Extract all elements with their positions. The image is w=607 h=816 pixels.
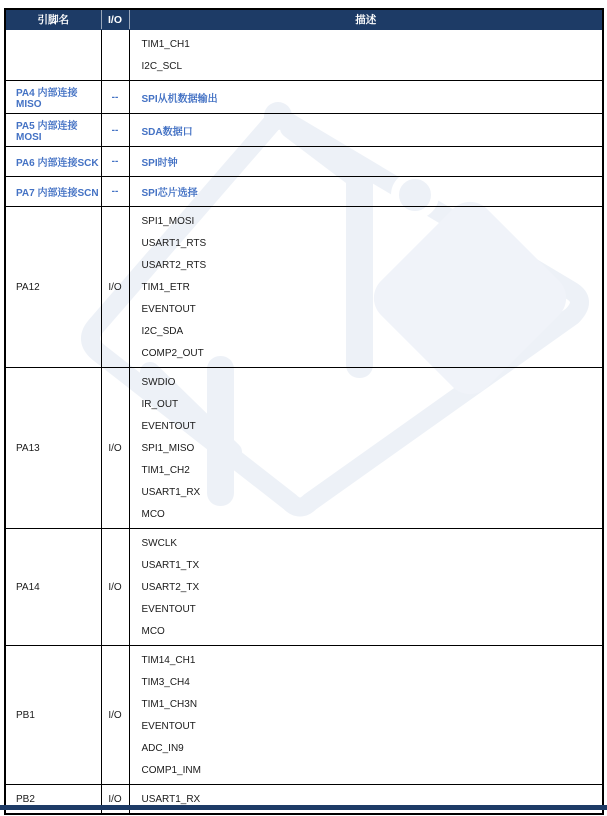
description-line: EVENTOUT bbox=[141, 603, 196, 615]
description-line: TIM14_CH1 bbox=[141, 654, 196, 666]
header-pin-name: 引脚名 bbox=[5, 9, 101, 30]
description-line: SPI芯片选择 bbox=[141, 188, 198, 199]
table-row bbox=[5, 81, 603, 114]
description-line: ADC_IN9 bbox=[141, 742, 184, 754]
table-row bbox=[5, 114, 603, 147]
pin-table-body bbox=[5, 30, 603, 815]
table-row bbox=[5, 207, 603, 368]
table-row bbox=[5, 30, 603, 81]
description-line: EVENTOUT bbox=[141, 420, 196, 432]
description-line: SPI1_MISO bbox=[141, 442, 195, 454]
description-line: TIM1_CH3N bbox=[141, 698, 198, 710]
description-line: MCO bbox=[141, 625, 165, 637]
pin-name-cell: PB2 bbox=[5, 785, 101, 815]
pin-name-cell: PB1 bbox=[5, 646, 101, 785]
description-line: TIM1_ETR bbox=[141, 281, 190, 293]
table-row bbox=[5, 368, 603, 529]
description-line: COMP1_INM bbox=[141, 764, 201, 776]
io-cell: -- bbox=[101, 114, 129, 147]
description-line: USART1_RX bbox=[141, 486, 201, 498]
description-line: SPI1_MOSI bbox=[141, 215, 195, 227]
description-cell bbox=[129, 529, 603, 646]
pin-name-cell: PA6 内部连接SCK bbox=[5, 147, 101, 177]
pin-name-cell: PA4 内部连接MISO bbox=[5, 81, 101, 114]
description-cell bbox=[129, 368, 603, 529]
description-line: MCO bbox=[141, 508, 165, 520]
io-cell: -- bbox=[101, 177, 129, 207]
description-cell bbox=[129, 81, 603, 114]
pin-name-cell bbox=[5, 30, 101, 81]
io-cell: I/O bbox=[101, 529, 129, 646]
description-line: USART1_RTS bbox=[141, 237, 207, 249]
pin-description-table bbox=[4, 8, 604, 815]
description-line: TIM3_CH4 bbox=[141, 676, 190, 688]
description-line: EVENTOUT bbox=[141, 720, 196, 732]
io-cell: -- bbox=[101, 147, 129, 177]
description-line: TIM1_CH1 bbox=[141, 38, 190, 50]
io-cell: I/O bbox=[101, 207, 129, 368]
description-line: SDA数据口 bbox=[141, 126, 193, 138]
description-line: SWDIO bbox=[141, 376, 176, 388]
header-io: I/O bbox=[101, 9, 129, 30]
description-line: I2C_SCL bbox=[141, 60, 183, 72]
table-header-row bbox=[5, 9, 603, 30]
description-line: USART1_RX bbox=[141, 793, 201, 805]
description-line: IR_OUT bbox=[141, 398, 179, 410]
description-cell bbox=[129, 207, 603, 368]
table-row bbox=[5, 529, 603, 646]
pin-name-cell: PA14 bbox=[5, 529, 101, 646]
header-description: 描述 bbox=[129, 9, 603, 30]
description-line: USART2_TX bbox=[141, 581, 200, 593]
io-cell: -- bbox=[101, 81, 129, 114]
description-line: SPI时钟 bbox=[141, 158, 178, 169]
io-cell: I/O bbox=[101, 368, 129, 529]
description-line: I2C_SDA bbox=[141, 325, 184, 337]
io-cell: I/O bbox=[101, 646, 129, 785]
description-line: SPI从机数据输出 bbox=[141, 93, 218, 105]
io-cell: I/O bbox=[101, 785, 129, 815]
table-row bbox=[5, 147, 603, 177]
pin-name-cell: PA7 内部连接SCN bbox=[5, 177, 101, 207]
description-line: USART1_TX bbox=[141, 559, 200, 571]
io-cell bbox=[101, 30, 129, 81]
pin-name-cell: PA12 bbox=[5, 207, 101, 368]
description-line: USART2_RTS bbox=[141, 259, 207, 271]
table-row bbox=[5, 177, 603, 207]
table-row bbox=[5, 646, 603, 785]
description-cell bbox=[129, 147, 603, 177]
description-line: COMP2_OUT bbox=[141, 347, 204, 359]
description-cell bbox=[129, 177, 603, 207]
description-line: EVENTOUT bbox=[141, 303, 196, 315]
description-line: SWCLK bbox=[141, 537, 178, 549]
description-cell bbox=[129, 114, 603, 147]
description-cell bbox=[129, 30, 603, 81]
description-cell bbox=[129, 646, 603, 785]
footer-rule bbox=[0, 805, 607, 810]
pin-name-cell: PA13 bbox=[5, 368, 101, 529]
pin-name-cell: PA5 内部连接MOSI bbox=[5, 114, 101, 147]
description-line: TIM1_CH2 bbox=[141, 464, 190, 476]
